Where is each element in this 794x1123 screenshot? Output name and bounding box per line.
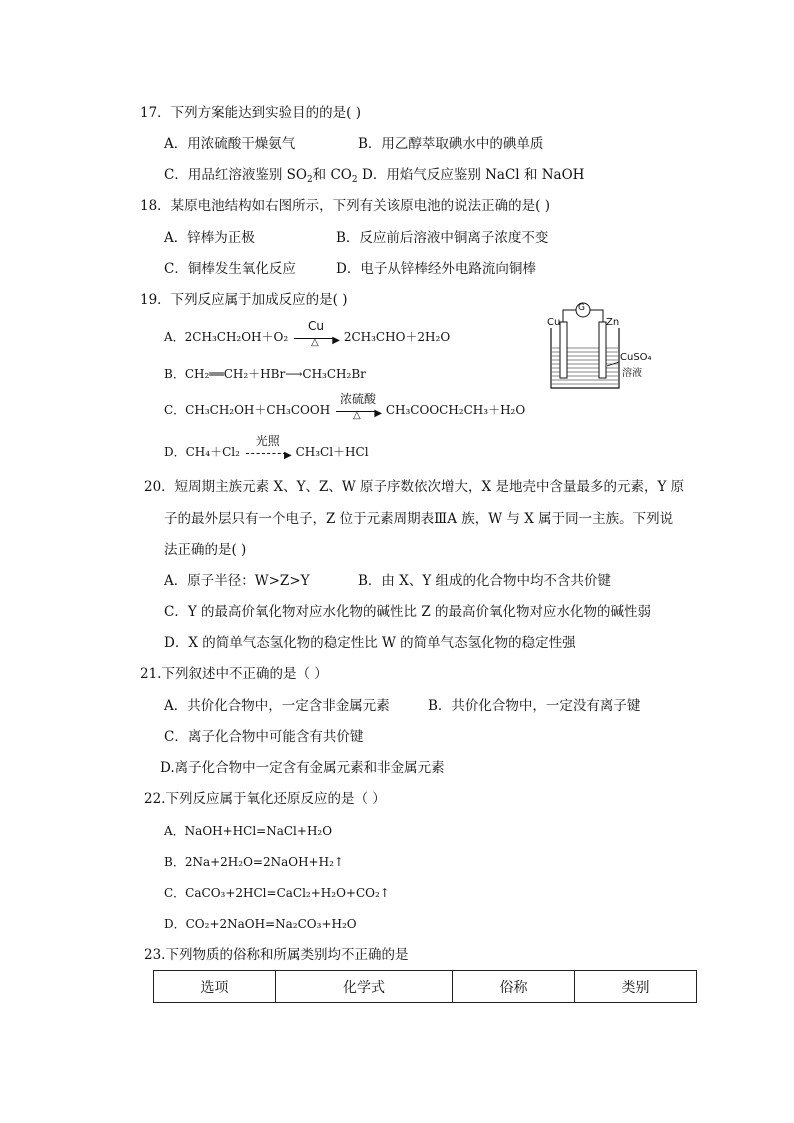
q22-option-a: A．NaOH+HCl=NaCl+H₂O <box>164 824 333 838</box>
question-23-stem: 23.下列物质的俗称和所属类别均不正确的是 <box>144 947 409 963</box>
q22-option-b: B．2Na+2H₂O=2NaOH+H₂↑ <box>164 855 344 869</box>
table-header-cell: 化学式 <box>275 971 452 1003</box>
question-18-stem: 18．某原电池结构如右图所示，下列有关该原电池的说法正确的是( ) <box>140 198 551 214</box>
q22-option-c: C．CaCO₃+2HCl=CaCl₂+H₂O+CO₂↑ <box>164 886 390 900</box>
q18-option-b: B．反应前后溶液中铜离子浓度不变 <box>336 230 549 246</box>
q22-option-d: D．CO₂+2NaOH=Na₂CO₃+H₂O <box>164 917 357 931</box>
question-20-stem-line1: 20．短周期主族元素 X、Y、Z、W 原子序数依次增大，X 是地壳中含量最多的元素，Y 原 <box>144 479 685 495</box>
q17-option-a: A．用浓硫酸干燥氨气 <box>164 136 296 152</box>
reaction-condition-arrow: 浓硫酸 △ ▶ <box>336 402 380 420</box>
q21-option-c: C．离子化合物中可能含有共价键 <box>164 729 364 745</box>
q20-option-b: B．由 X、Y 组成的化合物中均不含共价键 <box>358 573 612 589</box>
q21-option-a: A．共价化合物中，一定含非金属元素 <box>164 698 390 714</box>
galvanometer-label: G <box>578 303 585 313</box>
solution-label: 溶液 <box>622 368 642 379</box>
zn-electrode-label: Zn <box>606 317 620 328</box>
q19-option-d: D．CH₄＋Cl₂ 光照 ▶ CH₃Cl＋HCl <box>164 433 369 461</box>
q19-option-b: B．CH₂══CH₂＋HBr⟶CH₃CH₂Br <box>164 367 366 381</box>
question-21-stem: 21.下列叙述中不正确的是（ ） <box>140 666 328 682</box>
cu-electrode-label: Cu <box>547 317 561 328</box>
question-22-stem: 22.下列反应属于氧化还原反应的是（ ） <box>144 791 386 807</box>
question-20-stem-line2: 子的最外层只有一个电子，Z 位于元素周期表ⅢA 族，W 与 X 属于同一主族。下列说 <box>164 511 674 527</box>
question-17-stem: 17．下列方案能达到实验目的的是( ) <box>140 105 362 121</box>
q20-option-c: C．Y 的最高价氧化物对应水化物的碱性比 Z 的最高价氧化物对应水化物的碱性弱 <box>164 604 651 620</box>
q18-option-a: A．锌棒为正极 <box>164 230 255 246</box>
q20-option-d: D．X 的简单气态氢化物的稳定性比 W 的简单气态氢化物的稳定性强 <box>164 635 576 651</box>
q18-option-c: C．铜棒发生氧化反应 <box>164 261 296 277</box>
table-header-cell: 俗称 <box>453 971 575 1003</box>
question-19-stem: 19．下列反应属于加成反应的是( ) <box>140 292 348 308</box>
reaction-condition-arrow: Cu △ ▶ <box>294 329 338 347</box>
q17-option-b: B．用乙醇萃取碘水中的碘单质 <box>358 136 544 152</box>
solution-formula: CuSO₄ <box>620 352 652 363</box>
q21-option-d: D.离子化合物中一定含有金属元素和非金属元素 <box>160 760 445 776</box>
q20-option-a: A．原子半径：W>Z>Y <box>164 573 310 589</box>
q19-option-a: A．2CH₃CH₂OH＋O₂ Cu △ ▶ 2CH₃CHO＋2H₂O <box>164 318 451 348</box>
answer-table <box>153 970 697 1003</box>
reaction-condition-arrow: 光照 ▶ <box>246 444 290 462</box>
table-header-cell: 类别 <box>575 971 697 1003</box>
table-header-cell: 选项 <box>154 971 276 1003</box>
q18-option-d: D．电子从锌棒经外电路流向铜棒 <box>336 261 536 277</box>
table-header-row <box>154 971 697 1003</box>
galvanic-cell-diagram <box>545 300 655 396</box>
q21-option-b: B．共价化合物中，一定没有离子键 <box>428 698 641 714</box>
question-20-stem-line3: 法正确的是( ) <box>164 542 247 558</box>
q17-option-c: C．用品红溶液鉴别 $SO_2$和 $CO_2$ <box>164 167 358 185</box>
q19-option-c: C．CH₃CH₂OH＋CH₃COOH 浓硫酸 △ ▶ CH₃COOCH₂CH₃＋H₂O <box>164 391 526 421</box>
q17-option-d: D．用焰气反应鉴别 NaCl 和 NaOH <box>362 167 585 183</box>
